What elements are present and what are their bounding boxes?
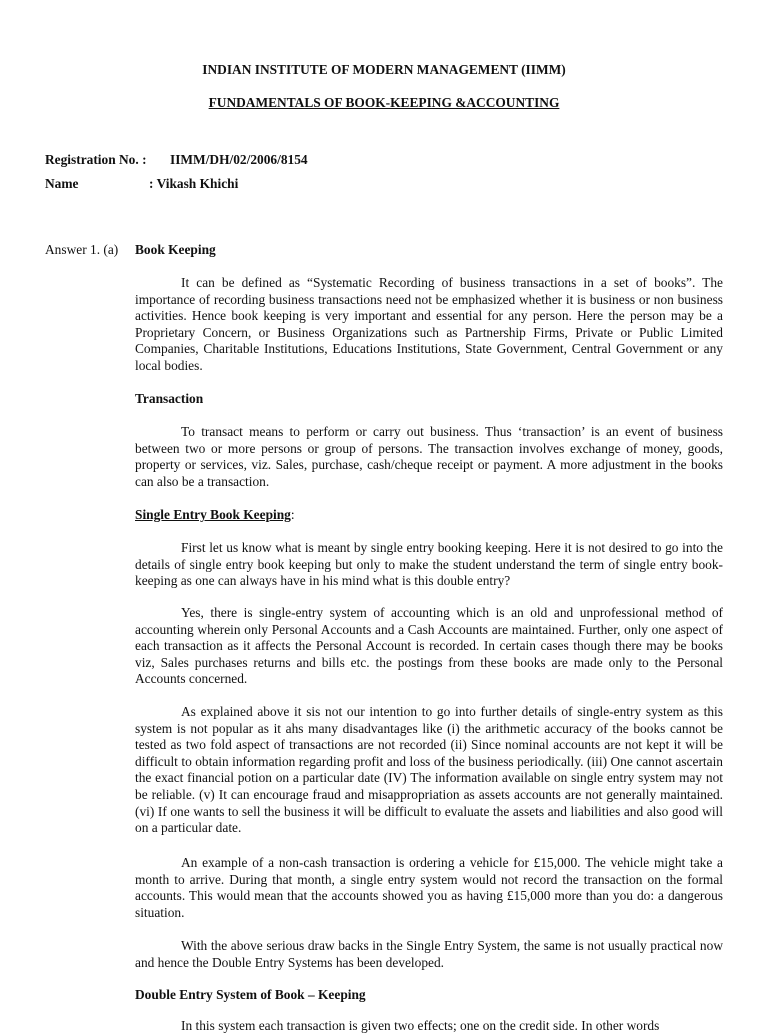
course-title: FUNDAMENTALS OF BOOK-KEEPING &ACCOUNTING [208, 95, 560, 110]
registration-label: Registration No. : [45, 152, 147, 167]
paragraph-non-cash-example: An example of a non-cash transaction is ordering a vehicle for £15,000. The vehicle might take a month to arrive. During that month, a single entry system would not record the transaction on the formal accounts. This would mean that the accounts showed you as having £15,000 more than you do: a dangerous situation. [135, 855, 723, 920]
paragraph-single-entry-system: Yes, there is single-entry system of accounting which is an old and unprofessional method of accounting wherein only Personal Accounts and a Cash Accounts are maintained. Further, only one aspect of each transaction as it affects the Personal Account is recorded. In certain cases though there may be books viz, Sales purchases returns and bills etc. the postings from these books are made only to the Personal Accounts concerned. [135, 605, 723, 687]
name-label: Name [45, 176, 79, 191]
paragraph-single-entry-disadvantages: As explained above it sis not our intention to go into further details of single-entry system as this system is not popular as it ahs many disadvantages like (i) the arithmetic accuracy of the books cannot be tested as two fold aspect of transactions are not recorded (ii) Since nominal accounts are not kept it will be difficult to obtain information regarding profit and loss of the business periodically. (iii) One cannot ascertain the exact financial potion on a particular date (IV) The information available on single entry system may not be reliable. (v) It can encourage fraud and misappropriation as assets accounts are not generally maintained. (vi) If one wants to sell the business it will be difficult to evaluate the assets and liabilities and also good will on a particular date. [135, 704, 723, 836]
paragraph-book-keeping: It can be defined as “Systematic Recording of business transactions in a set of books”. The importance of recording business transactions need not be emphasized whether it is business or non business activities. Hence book keeping is very important and essential for any person. Here the person may be a Proprietary Concern, or Business Organizations such as Partnership Firms, Private or Public Limited Companies, Charitable Institutions, Educations Institutions, State Government, Central Government or any local bodies. [135, 275, 723, 373]
paragraph-single-entry-intro: First let us know what is meant by single entry booking keeping. Here it is not desired to go into the details of single entry book keeping but only to make the student understand the term of single entry book-keeping as one can always have in his mind what is this double entry? [135, 540, 723, 589]
registration-value: IIMM/DH/02/2006/8154 [170, 152, 308, 167]
heading-single-entry-colon: : [290, 507, 295, 522]
answer-title: Book Keeping [135, 242, 216, 257]
heading-transaction: Transaction [135, 391, 204, 406]
heading-single-entry-text: Single Entry Book Keeping [135, 507, 291, 522]
paragraph-double-entry: In this system each transaction is given two effects; one on the credit side. In other words [181, 1018, 660, 1033]
answer-label: Answer 1. (a) [45, 242, 119, 257]
paragraph-transaction: To transact means to perform or carry out business. Thus ‘transaction’ is an event of business between two or more persons or group of persons. The transaction involves exchange of money, goods, property or services, viz. Sales, purchase, cash/cheque receipt or payment. A more adjustment in the books can also be a transaction. [135, 424, 723, 489]
heading-double-entry: Double Entry System of Book – Keeping [135, 987, 366, 1002]
institute-title: INDIAN INSTITUTE OF MODERN MANAGEMENT (IIMM) [202, 62, 566, 77]
heading-single-entry [135, 507, 295, 524]
paragraph-drawbacks: With the above serious draw backs in the Single Entry System, the same is not usually practical now and hence the Double Entry Systems has been developed. [135, 938, 723, 970]
name-value: : Vikash Khichi [149, 176, 239, 191]
